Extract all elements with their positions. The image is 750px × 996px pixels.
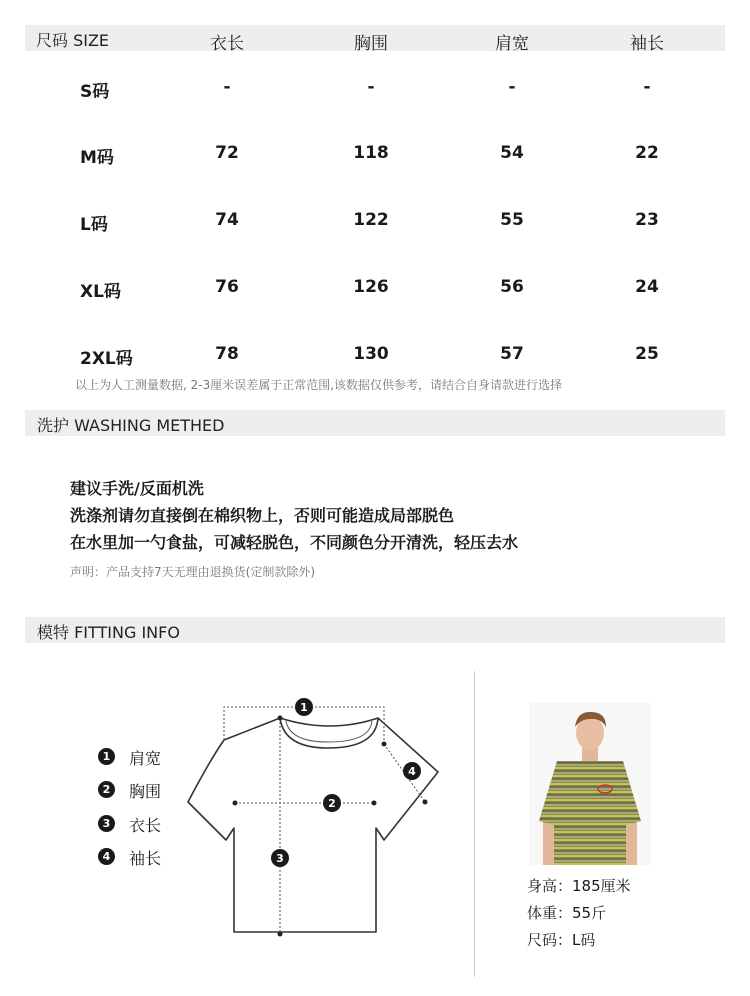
legend-label: 袖长 (129, 849, 162, 868)
size-label: S码 (80, 82, 110, 102)
number-3-badge (271, 849, 289, 867)
length-value: 76 (215, 277, 239, 297)
svg-text:2: 2 (328, 797, 336, 810)
tshirt-measurement-diagram (180, 690, 450, 950)
wash-instruction-2: 洗涤剂请勿直接倒在棉织物上，否则可能造成局部脱色 (70, 506, 455, 525)
wash-instruction-1: 建议手洗/反面机洗 (70, 479, 204, 498)
svg-text:3: 3 (276, 852, 284, 865)
length-value: 74 (215, 210, 239, 230)
sleeve-value: 24 (635, 277, 659, 297)
number-3-badge: 3 (98, 815, 115, 832)
shoulder-value: 57 (500, 344, 524, 364)
washing-header-bar (25, 410, 725, 436)
washing-header-label: 洗护 WASHING METHED (37, 416, 225, 435)
number-1-badge (295, 698, 313, 716)
chest-value: 130 (353, 344, 389, 364)
chest-value: - (367, 77, 375, 97)
model-size: 尺码：L码 (527, 931, 596, 949)
fitting-header-label: 模特 FITTING INFO (37, 623, 180, 642)
size-label: M码 (80, 148, 114, 168)
size-label: L码 (80, 215, 108, 235)
sleeve-value: 22 (635, 143, 659, 163)
shoulder-value: 54 (500, 143, 524, 163)
shoulder-value: 56 (500, 277, 524, 297)
fitting-header-bar (25, 617, 725, 643)
measurement-note: 以上为人工测量数据, 2-3厘米误差属于正常范围,该数据仅供参考，请结合自身请款进行选择 (75, 378, 563, 392)
number-1-badge: 1 (98, 748, 115, 765)
table-row (0, 77, 750, 107)
chest-value: 118 (353, 143, 389, 163)
column-header-chest: 胸围 (354, 34, 388, 54)
tshirt-outline (188, 718, 438, 932)
table-row (0, 277, 750, 307)
length-value: 78 (215, 344, 239, 364)
column-header-length: 衣长 (210, 34, 244, 54)
length-value: - (223, 77, 231, 97)
model-photo (529, 703, 651, 865)
legend-label: 胸围 (129, 782, 162, 801)
model-height: 身高：185厘米 (527, 877, 631, 895)
size-label: XL码 (80, 282, 121, 302)
svg-text:1: 1 (300, 701, 308, 714)
number-2-badge: 2 (98, 781, 115, 798)
table-row (0, 143, 750, 173)
svg-text:4: 4 (408, 765, 416, 778)
size-header-label: 尺码 SIZE (36, 31, 110, 50)
table-row (0, 344, 750, 374)
number-2-badge (323, 794, 341, 812)
wash-instruction-3: 在水里加一勺食盐，可减轻脱色，不同颜色分开清洗，轻压去水 (70, 533, 519, 552)
shoulder-value: 55 (500, 210, 524, 230)
sleeve-value: 23 (635, 210, 659, 230)
return-disclaimer: 声明：产品支持7天无理由退换货(定制款除外) (70, 565, 315, 579)
legend-label: 肩宽 (129, 749, 162, 768)
sleeve-value: - (643, 77, 651, 97)
legend-label: 衣长 (129, 816, 162, 835)
column-header-shoulder: 肩宽 (495, 34, 529, 54)
number-4-badge (403, 762, 421, 780)
size-label: 2XL码 (80, 349, 133, 369)
sleeve-value: 25 (635, 344, 659, 364)
shoulder-value: - (508, 77, 516, 97)
vertical-divider (474, 671, 475, 977)
length-value: 72 (215, 143, 239, 163)
chest-value: 126 (353, 277, 389, 297)
chest-value: 122 (353, 210, 389, 230)
number-4-badge: 4 (98, 848, 115, 865)
model-weight: 体重：55斤 (527, 904, 607, 922)
table-row (0, 210, 750, 240)
column-header-sleeve: 袖长 (630, 34, 664, 54)
